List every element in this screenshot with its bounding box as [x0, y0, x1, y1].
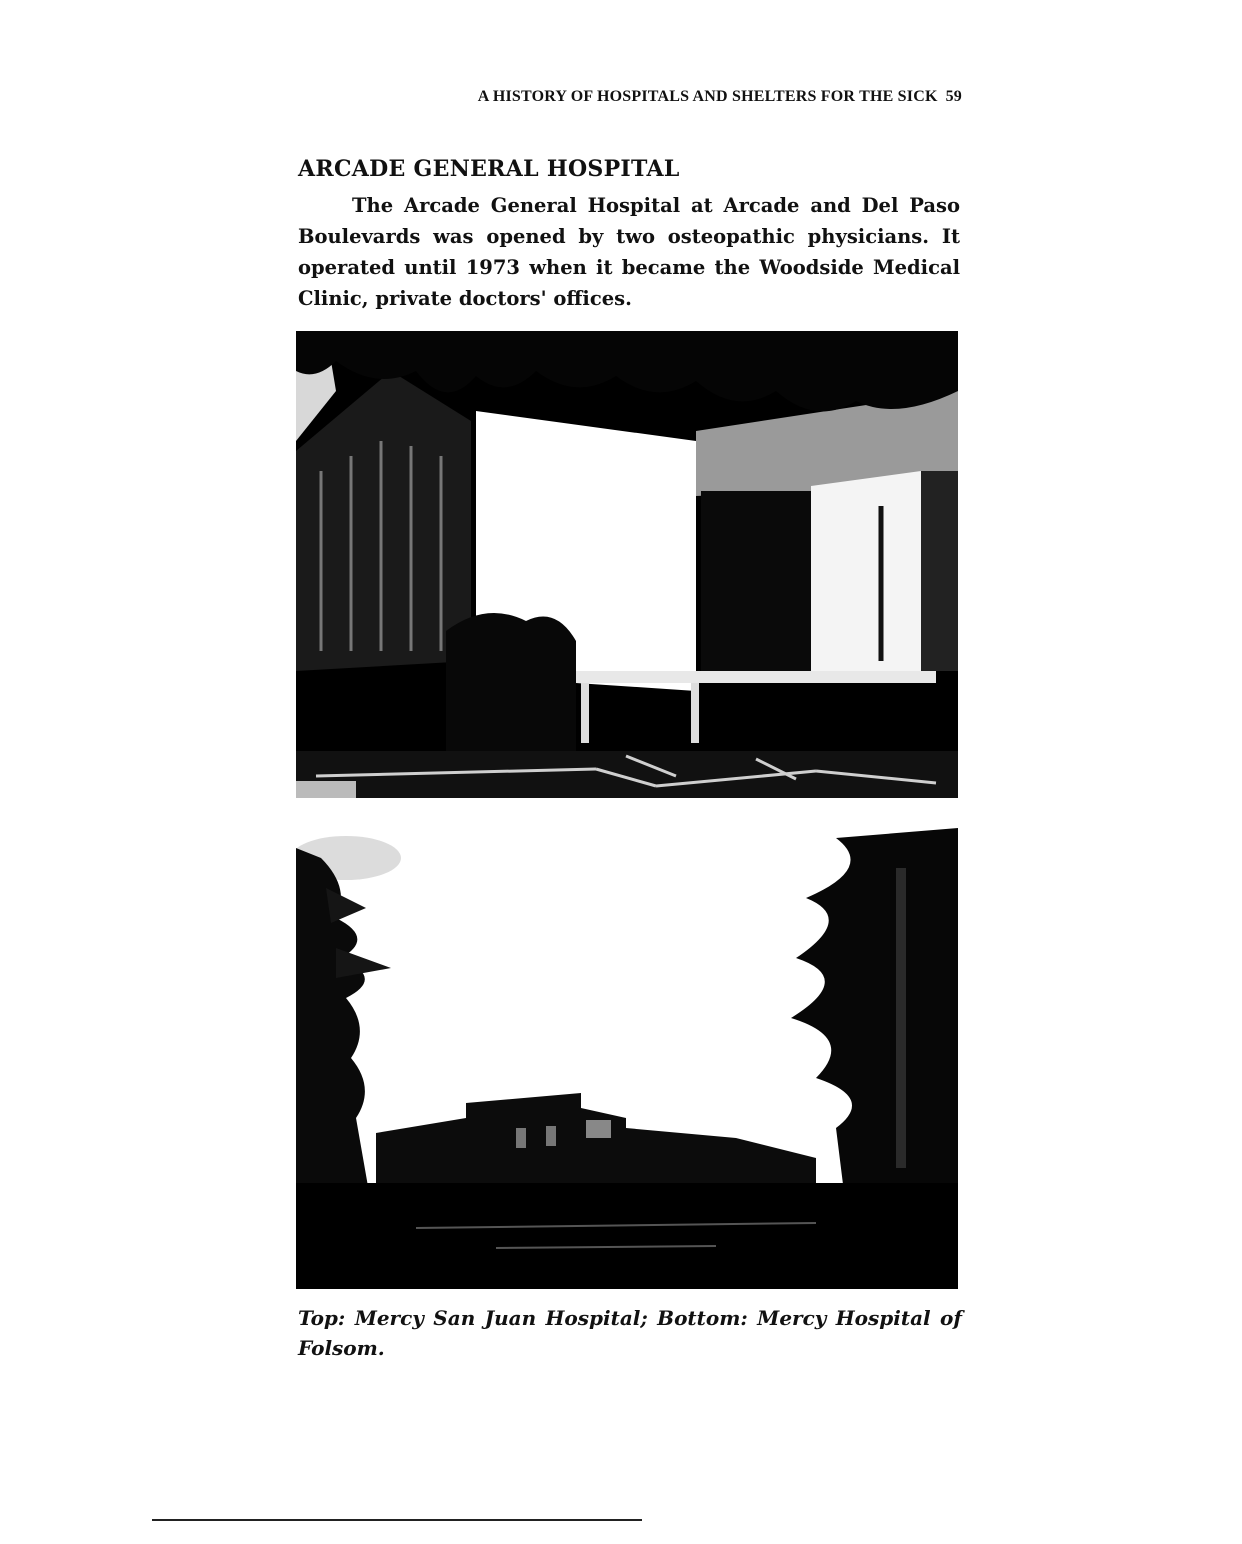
running-head-title: A HISTORY OF HOSPITALS AND SHELTERS FOR THE SICK: [477, 88, 938, 105]
footer-rule: [152, 1519, 642, 1521]
hospital-building-image: [296, 331, 958, 798]
figure-caption: Top: Mercy San Juan Hospital; Bottom: Mercy Hospital of Folsom.: [298, 1306, 962, 1360]
photo-mercy-san-juan-hospital: [296, 331, 958, 798]
photo-mercy-hospital-of-folsom: [296, 828, 958, 1289]
hospital-building-image: [296, 828, 958, 1289]
running-head: [350, 88, 962, 106]
section-title: ARCADE GENERAL HOSPITAL: [298, 156, 680, 182]
page-number: 59: [945, 88, 962, 105]
section-paragraph: The Arcade General Hospital at Arcade and Del Paso Boulevards was opened by two osteopathic physicians. It operated until 1973 when it became the Woodside Medical Clinic, private doctors' offices.: [298, 194, 960, 310]
